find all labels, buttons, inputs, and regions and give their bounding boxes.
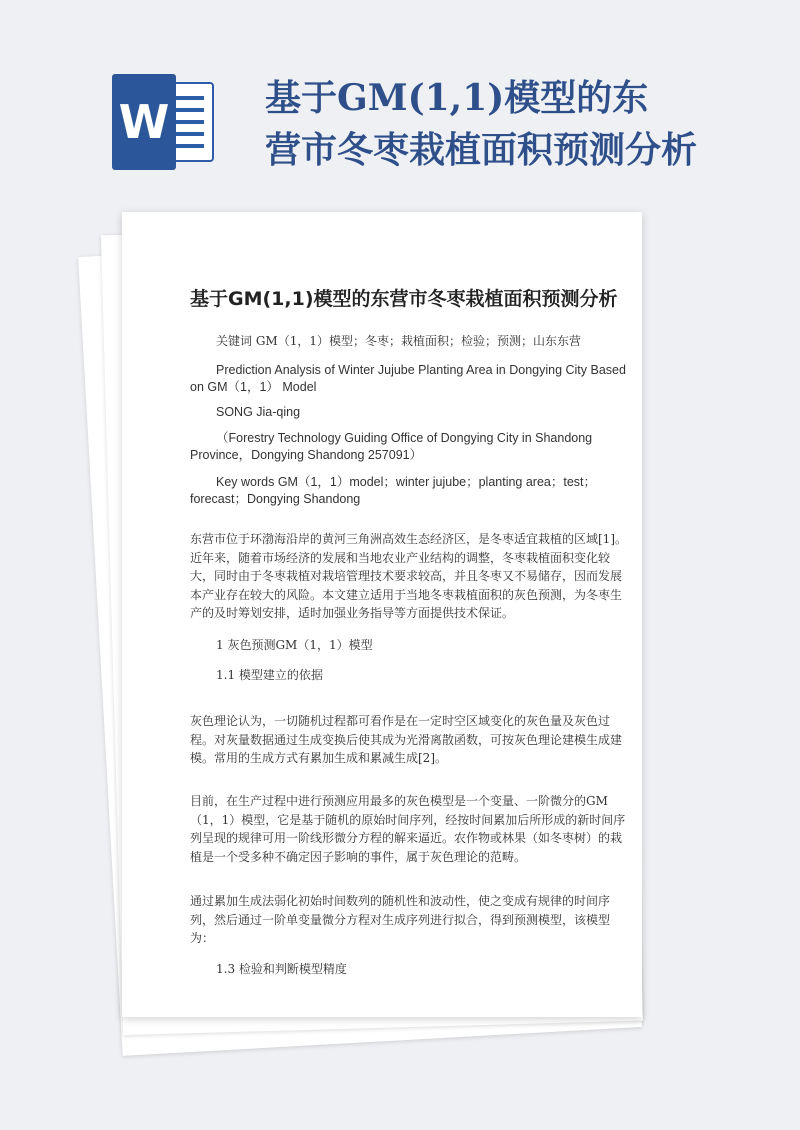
header-banner	[0, 0, 800, 210]
paragraph-theory: 灰色理论认为，一切随机过程都可看作是在一定时空区域变化的灰色量及灰色过程。对灰量数据通过生成变换后使其成为光滑离散函数，可按灰色理论建模生成建模。常用的生成方式有累加生成和累减生成[2]。	[190, 714, 623, 765]
document-title: 基于GM(1,1)模型的东营市冬枣栽植面积预测分析	[190, 288, 618, 310]
paragraph-model: 目前，在生产过程中进行预测应用最多的灰色模型是一个变量、一阶微分的GM（1，1）模型，它是基于随机的原始时间序列，经按时间累加后所形成的新时间序列呈现的规律可用一阶线形微分方程的解来逼近。农作物或林果（如冬枣树）的栽植是一个受多种不确定因子影响的事件，属于灰色理论的范畴。	[190, 794, 626, 864]
paragraph-intro: 东营市位于环渤海沿岸的黄河三角洲高效生态经济区，是冬枣适宜栽植的区域[1]。近年来，随着市场经济的发展和当地农业产业结构的调整，冬枣栽植面积变化较大，同时由于冬枣栽植对栽培管理技术要求较高，并且冬枣又不易储存，因而发展本产业存在较大的风险。本文建立适用于当地冬枣栽植面积的灰色预测，为冬枣生产的及时筹划安排，适时加强业务指导等方面提供技术保证。	[190, 532, 628, 620]
author: SONG Jia-qing	[216, 405, 301, 419]
word-icon	[112, 74, 216, 170]
document-page	[122, 212, 642, 1017]
page-title-line2: 营市冬枣栽植面积预测分析	[265, 129, 698, 171]
word-icon-letter: W	[112, 74, 176, 170]
section-heading-1-1: 1.1 模型建立的依据	[216, 668, 323, 682]
page-title-line1: 基于GM(1,1)模型的东	[265, 77, 649, 119]
keywords-cn: 关键词 GM（1，1）模型；冬枣；栽植面积；检验；预测；山东东营	[216, 334, 581, 348]
affiliation: （Forestry Technology Guiding Office of Dongying City in Shandong Province，Dongying Shandong 257091）	[190, 431, 593, 462]
section-heading-1: 1 灰色预测GM（1，1）模型	[216, 638, 373, 652]
section-heading-1-3: 1.3 检验和判断模型精度	[216, 962, 347, 976]
paragraph-method: 通过累加生成法弱化初始时间数列的随机性和波动性，使之变成有规律的时间序列，然后通过一阶单变量微分方程对生成序列进行拟合，得到预测模型，该模型为：	[190, 894, 611, 945]
page-title	[265, 72, 785, 176]
keywords-en: Key words GM（1，1）model；winter jujube；planting area；test；forecast；Dongying Shandong	[190, 475, 597, 506]
title-en: Prediction Analysis of Winter Jujube Planting Area in Dongying City Based on GM（1，1） Model	[190, 363, 626, 394]
